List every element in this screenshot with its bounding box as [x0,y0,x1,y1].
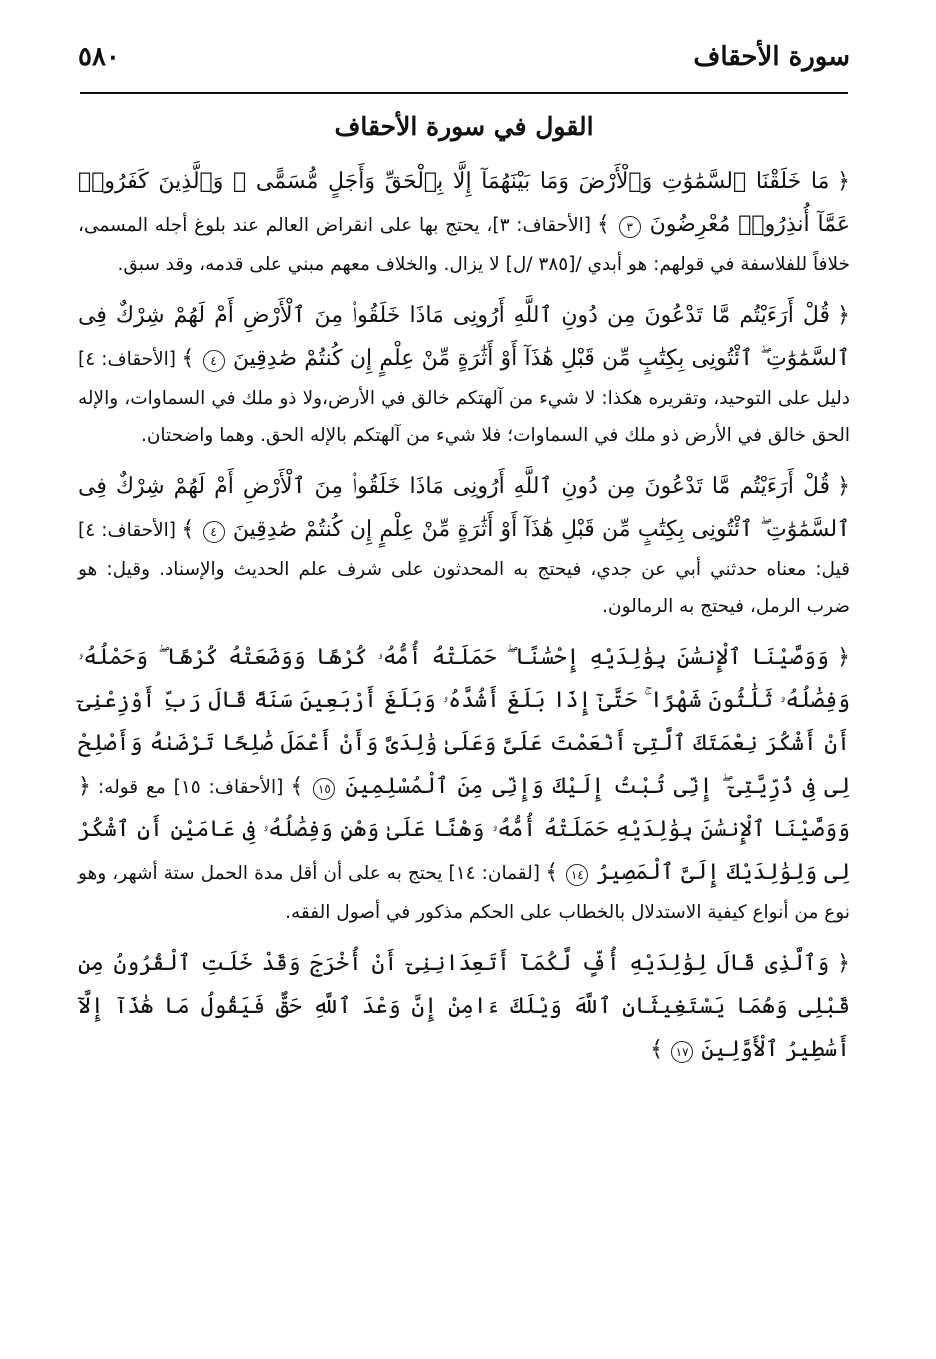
verse-close-bracket: ﴾ [181,517,195,542]
running-head-surah: سورة الأحقاف [693,42,850,72]
commentary: [الأحقاف: ٤] قيل: معناه حدثني أبي عن جدي، فيحتج به المحدثون على شرف علم الحديث والإسناد. وقيل: هو ضرب الرمل، فيحتج به الرمالون. [78,520,850,617]
paragraph-2 [78,294,850,454]
verse-open-bracket: ﴿ [78,774,91,799]
commentary: [الأحقاف: ٣]، يحتج بها على انقراض العالم عند بلوغ أجله المسمى، خلافاً للفلاسفة في قولهم: هو أبدي /[٣٨٥ /ل] لا يزال. والخلاف معهم مبني على قدمه، وقد سبق. [78,215,850,275]
ayah-number-marker: ٣ [619,216,641,238]
quran-verse: وَٱلَّذِى قَالَ لِوَٰلِدَيْهِ أُفٍّ لَّكُمَآ أَتَعِدَانِنِىٓ أَنْ أُخْرَجَ وَقَدْ خَلَتِ ٱلْقُرُونُ مِن قَبْلِى وَهُمَا يَسْتَغِيثَانِ ٱللَّهَ وَيْلَكَ ءَامِنْ إِنَّ وَعْدَ ٱللَّهِ حَقٌّ فَيَقُولُ مَا هَٰذَآ إِلَّآ أَسَٰطِيرُ ٱلْأَوَّلِينَ [78,951,850,1062]
body-text [78,160,850,1082]
quran-verse: وَوَصَّيْنَا ٱلْإِنسَٰنَ بِوَٰلِدَيْهِ إِحْسَٰنًا ۖ حَمَلَتْهُ أُمُّهُۥ كُرْهًا وَوَضَعَتْهُ كُرْهًا ۖ وَحَمْلُهُۥ وَفِصَٰلُهُۥ ثَلَٰثُونَ شَهْرًا ۚ حَتَّىٰٓ إِذَا بَلَغَ أَشُدَّهُۥ وَبَلَغَ أَرْبَعِينَ سَنَةً قَالَ رَبِّ أَوْزِعْنِىٓ أَنْ أَشْكُرَ نِعْمَتَكَ ٱلَّتِىٓ أَنْعَمْتَ عَلَىَّ وَعَلَىٰ وَٰلِدَىَّ وَأَنْ أَعْمَلَ صَٰلِحًا تَرْضَىٰهُ وَأَصْلِحْ لِى فِى ذُرِّيَّتِىٓ ۖ إِنِّى تُبْتُ إِلَيْكَ وَإِنِّى مِنَ ٱلْمُسْلِمِينَ [78,645,850,799]
ayah-number-marker: ١٥ [313,778,335,800]
verse-open-bracket: ﴿ [837,951,850,976]
quran-verse: قُلْ أَرَءَيْتُم مَّا تَدْعُونَ مِن دُونِ ٱللَّهِ أَرُونِى مَاذَا خَلَقُوا۟ مِنَ ٱلْأَرْضِ أَمْ لَهُمْ شِرْكٌ فِى ٱلسَّمَٰوَٰتِ ۖ ٱئْتُونِى بِكِتَٰبٍ مِّن قَبْلِ هَٰذَآ أَوْ أَثَٰرَةٍ مِّنْ عِلْمٍ إِن كُنتُمْ صَٰدِقِينَ [78,474,850,542]
verse-open-bracket: ﴿ [837,645,850,670]
quran-verse-secondary: وَوَصَّيْنَا ٱلْإِنسَٰنَ بِوَٰلِدَيْهِ حَمَلَتْهُ أُمُّهُۥ وَهْنًا عَلَىٰ وَهْنٍ وَفِصَٰلُهُۥ فِى عَامَيْنِ أَنِ ٱشْكُرْ لِى وَلِوَٰلِدَيْكَ إِلَىَّ ٱلْمَصِيرُ [78,817,851,885]
verse-open-bracket: ﴿ [837,169,851,194]
page-header [78,38,850,90]
book-page [68,0,860,1359]
commentary: [الأحقاف: ٤] دليل على التوحيد، وتقريره هكذا: لا شيء من آلهتكم خالق في الأرض،ولا ذو ملك في السماوات، والإله الحق خالق في الأرض ذو ملك في السماوات؛ فلا شيء من آلهتكم بالإله الحق. وهما واضحتان. [78,349,850,446]
paragraph-4 [78,636,850,931]
header-divider [80,92,848,94]
ayah-number-marker: ٤ [203,350,225,372]
section-title: القول في سورة الأحقاف [334,112,594,141]
page-number: ٥٨٠ [78,42,120,72]
paragraph-5 [78,942,850,1071]
commentary: [لقمان: ١٤] يحتج به على أن أقل مدة الحمل ستة أشهر، وهو نوع من أنواع كيفية الاستدلال بالخطاب على الحكم مذكور في أصول الفقه. [78,863,850,923]
verse-close-bracket: ﴾ [596,212,610,237]
verse-close-bracket: ﴾ [650,1037,664,1062]
paragraph-1 [78,160,850,283]
ayah-number-marker: ٤ [203,521,225,543]
verse-open-bracket: ﴿ [837,303,850,328]
verse-close-bracket: ﴾ [290,774,304,799]
paragraph-3 [78,465,850,625]
verse-close-bracket: ﴾ [545,860,559,885]
commentary-intro: [الأحقاف: ١٥] مع قوله: [97,777,284,798]
ayah-number-marker: ١٧ [671,1041,693,1063]
verse-close-bracket: ﴾ [181,346,195,371]
verse-open-bracket: ﴿ [837,474,850,499]
quran-verse: قُلْ أَرَءَيْتُم مَّا تَدْعُونَ مِن دُونِ ٱللَّهِ أَرُونِى مَاذَا خَلَقُوا۟ مِنَ ٱلْأَرْضِ أَمْ لَهُمْ شِرْكٌ فِى ٱلسَّمَٰوَٰتِ ۖ ٱئْتُونِى بِكِتَٰبٍ مِّن قَبْلِ هَٰذَآ أَوْ أَثَٰرَةٍ مِّنْ عِلْمٍ إِن كُنتُمْ صَٰدِقِينَ [78,303,850,371]
ayah-number-marker: ١٤ [566,864,588,886]
quran-verse: مَا خَلَقْنَا ٱلسَّمَٰوَٰتِ وَٱلْأَرْضَ وَمَا بَيْنَهُمَآ إِلَّا بِٱلْحَقِّ وَأَجَلٍ مُّسَمًّى ۚ وَٱلَّذِينَ كَفَرُوا۟ عَمَّآ أُنذِرُوا۟ مُعْرِضُونَ [78,169,851,237]
